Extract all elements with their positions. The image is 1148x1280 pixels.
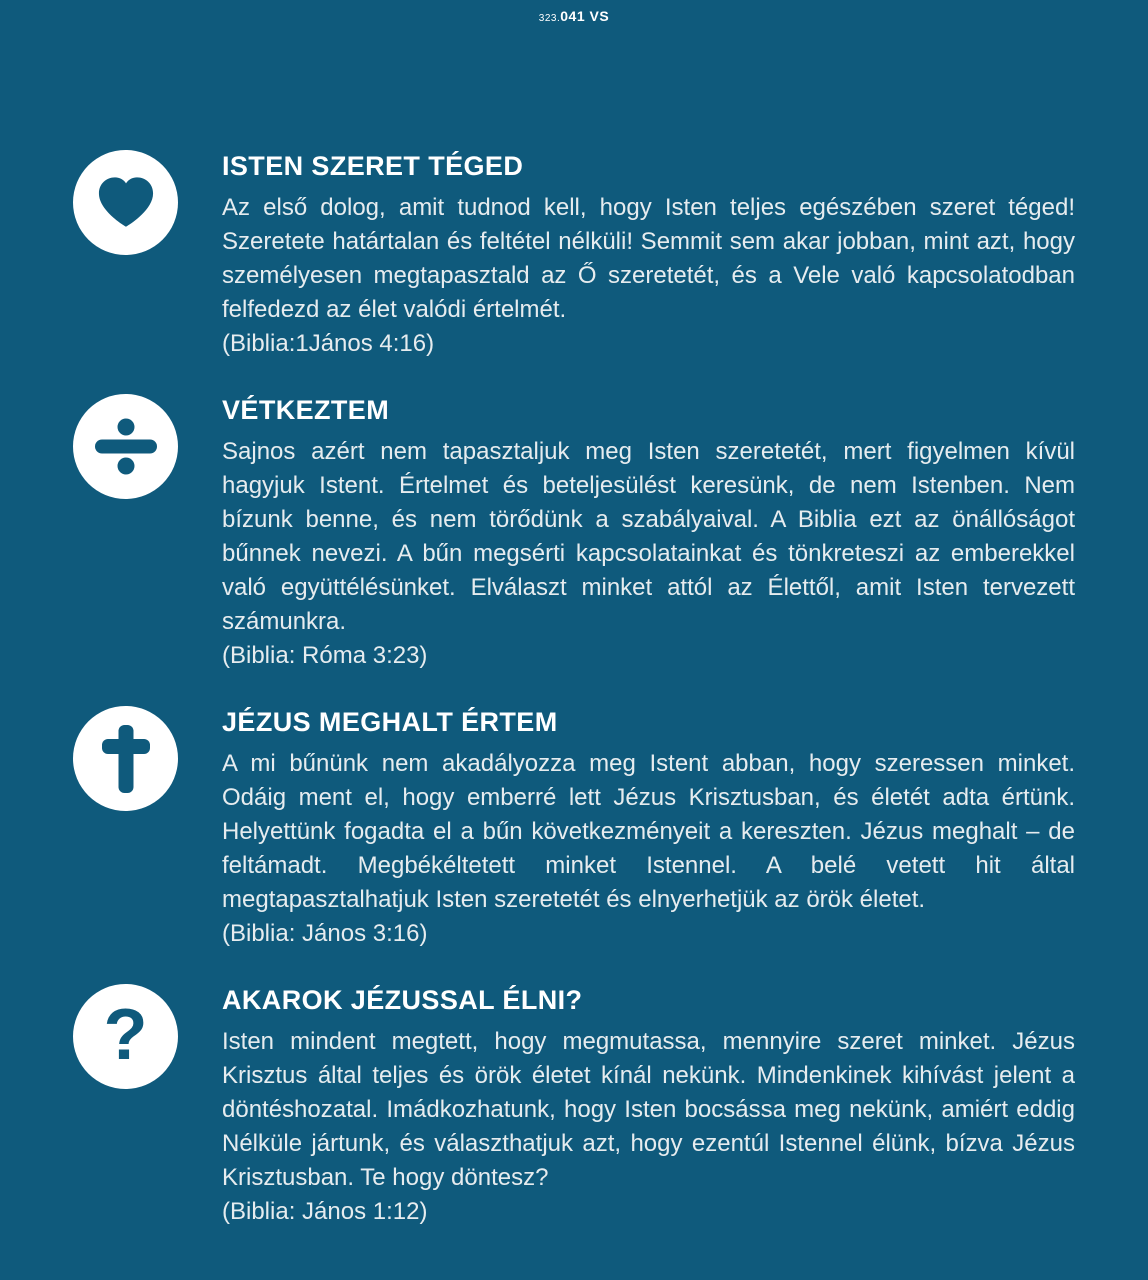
section-content [222,150,1075,361]
section-god-loves-you [73,150,1148,361]
section-body: Az első dolog, amit tudnod kell, hogy Isten teljes egészében szeret téged! Szeretete határtalan és feltétel nélküli! Semmit sem akar jobban, mint azt, hogy személyesen megtapasztald az Ő szeretetét, és a Vele való kapcsolatodban felfedezd az élet valódi értelmét. [222,194,1075,323]
section-content [222,984,1075,1229]
division-icon [73,394,178,499]
document-code-number: 041 VS [560,8,610,24]
section-content [222,706,1075,951]
heart-icon [73,150,178,255]
section-title: ISTEN SZERET TÉGED [222,151,524,181]
document-code-prefix: 323. [538,13,561,24]
document-code [0,8,1148,26]
section-body: Isten mindent megtett, hogy megmutassa, mennyire szeret minket. Jézus Krisztus által teljes és örök életet kínál nekünk. Mindenkinek kihívást jelent a döntéshozatal. Imádkozhatunk, hogy Isten bocsássa meg nekünk, amiért eddig Nélküle jártunk, és választhatjuk azt, hogy ezentúl Istennel élünk, bízva Jézus Krisztusban. Te hogy döntesz? [222,1028,1075,1191]
bible-reference: (Biblia: János 1:12) [222,1198,428,1225]
section-title: VÉTKEZTEM [222,395,390,425]
section-title: JÉZUS MEGHALT ÉRTEM [222,707,558,737]
section-body: Sajnos azért nem tapasztaljuk meg Isten szeretetét, mert figyelmen kívül hagyjuk Istent. Értelmet és beteljesülést keresünk, de nem Istenben. Nem bízunk benne, és nem törődünk a szabályaival. A Biblia ezt az önállóságot bűnnek nevezi. A bűn megsérti kapcsolatainkat és tönkreteszi az emberekkel való együttélésünket. Elválaszt minket attól az Élettől, amit Isten tervezett számunkra. [222,438,1075,635]
section-i-sinned [73,394,1148,673]
section-body: A mi bűnünk nem akadályozza meg Istent abban, hogy szeressen minket. Odáig ment el, hogy emberré lett Jézus Krisztusban, és életét adta értünk. Helyettünk fogadta el a bűn következményeit a kereszten. Jézus meghalt – de feltámadt. Megbékéltetett minket Istennel. A belé vetett hit által megtapasztalhatjuk Isten szeretetét és elnyerhetjük az örök életet. [222,750,1075,913]
bible-reference: (Biblia:1János 4:16) [222,330,435,357]
section-do-i-want-to-live-with-jesus [73,984,1148,1229]
bible-reference: (Biblia: Róma 3:23) [222,642,428,669]
section-content [222,394,1075,673]
section-title: AKAROK JÉZUSSAL ÉLNI? [222,985,583,1015]
section-jesus-died-for-me [73,706,1148,951]
bible-reference: (Biblia: János 3:16) [222,920,428,947]
cross-icon [73,706,178,811]
question-mark-icon: ? [73,984,178,1089]
